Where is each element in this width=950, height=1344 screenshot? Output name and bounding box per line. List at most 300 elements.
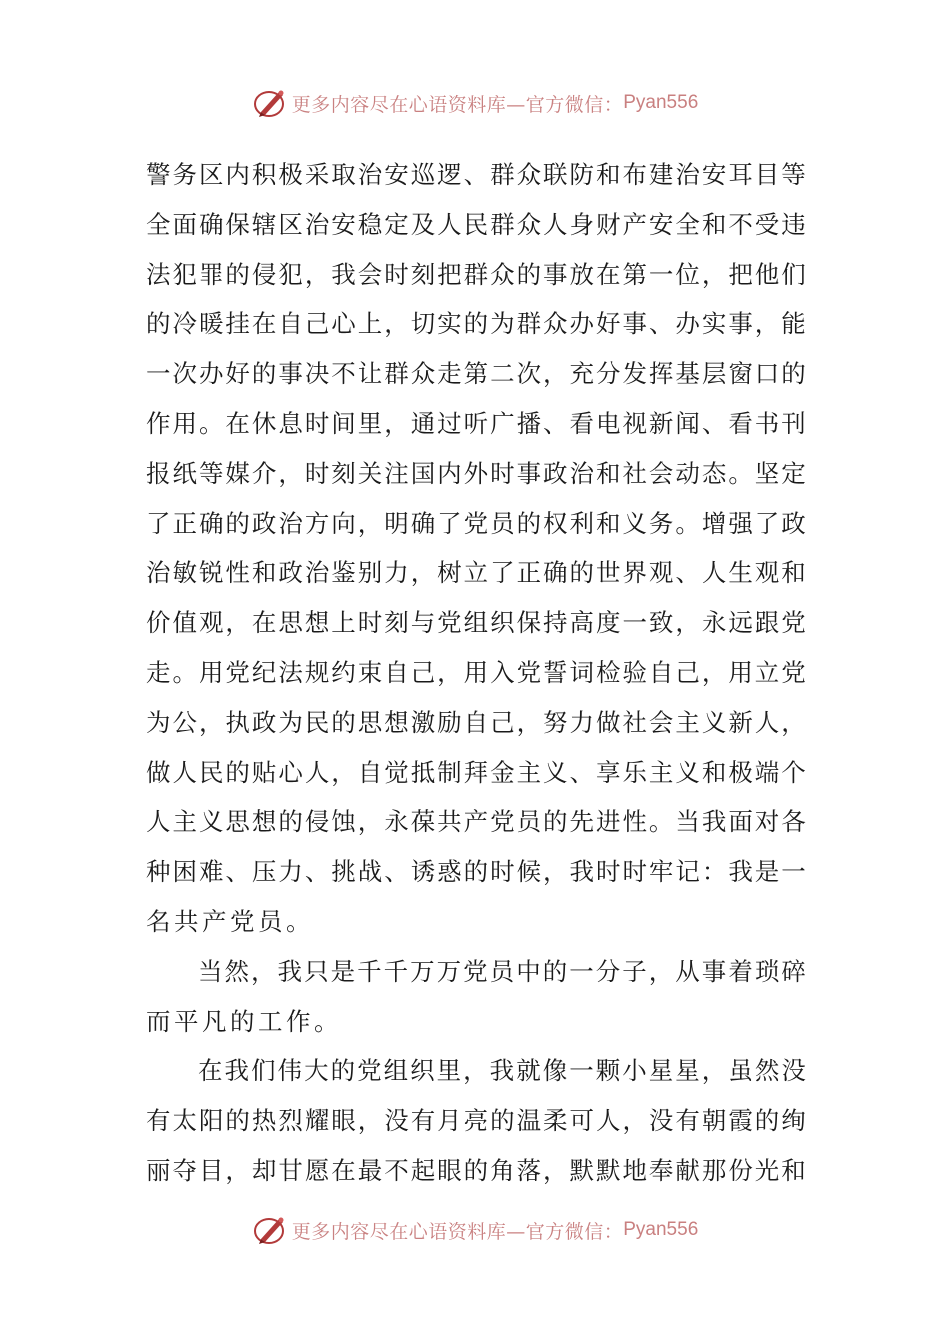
glyph: 人 (701, 558, 727, 588)
glyph: 献 (675, 1155, 700, 1185)
glyph: 增 (701, 508, 727, 538)
glyph: 布 (622, 160, 647, 189)
glyph: 诱 (410, 857, 436, 887)
glyph: 第 (463, 359, 489, 389)
glyph: 起 (410, 1155, 436, 1185)
glyph: 只 (304, 956, 329, 986)
glyph: ， (304, 259, 330, 289)
glyph: 、 (648, 309, 674, 339)
glyph: 组 (383, 1056, 409, 1086)
glyph: 性 (225, 558, 250, 588)
glyph: 词 (569, 657, 594, 687)
glyph: 看 (728, 408, 753, 438)
glyph: 纪 (251, 657, 277, 687)
glyph: 的 (490, 1106, 515, 1136)
glyph: 安 (648, 209, 674, 239)
glyph: 难 (198, 857, 224, 887)
glyph: 奉 (648, 1155, 674, 1185)
glyph: 目 (198, 1155, 224, 1185)
glyph: 媒 (225, 458, 250, 488)
glyph: 励 (437, 707, 462, 737)
glyph: ， (384, 309, 409, 339)
glyph: 落 (516, 1155, 542, 1185)
glyph: 做 (595, 707, 621, 737)
glyph: 自 (357, 757, 383, 787)
glyph: 没 (781, 1056, 806, 1086)
glyph: 和 (701, 209, 727, 239)
glyph: 走 (437, 359, 462, 389)
glyph: 采 (304, 160, 330, 189)
glyph: 热 (251, 1106, 277, 1136)
glyph: 光 (754, 1155, 780, 1185)
glyph: 暖 (198, 309, 224, 339)
glyph: 态 (701, 458, 727, 488)
glyph: 众 (516, 160, 542, 189)
glyph: 种 (146, 857, 171, 887)
glyph: 树 (437, 558, 462, 588)
glyph: 最 (357, 1155, 383, 1185)
glyph: 实 (437, 309, 462, 339)
text-line: 名共产党员。 (146, 906, 314, 936)
glyph: 的 (754, 1106, 780, 1136)
glyph: 新 (728, 707, 753, 737)
glyph: 制 (437, 757, 462, 787)
glyph: 束 (357, 657, 383, 687)
glyph: 有 (146, 1106, 171, 1136)
text-line (146, 250, 806, 300)
glyph: 阳 (198, 1106, 224, 1136)
glyph: 时 (490, 857, 515, 887)
glyph: 验 (622, 657, 647, 687)
glyph: 蚀 (331, 807, 356, 837)
glyph: 员 (516, 807, 542, 837)
glyph: 好 (595, 309, 621, 339)
glyph: 、 (384, 857, 409, 887)
glyph: 立 (754, 657, 780, 687)
glyph: 小 (622, 1056, 647, 1086)
glyph: 默 (595, 1155, 621, 1185)
glyph: 群 (384, 359, 409, 389)
glyph: 上 (331, 608, 356, 638)
glyph: ， (384, 408, 409, 438)
glyph: 犯 (278, 259, 303, 289)
glyph: 众 (516, 209, 542, 239)
glyph: 注 (384, 458, 409, 488)
glyph: ， (251, 956, 276, 986)
glyph: 各 (781, 807, 806, 837)
glyph: 刊 (781, 408, 806, 438)
glyph: 治 (146, 558, 171, 588)
glyph: 里 (436, 1056, 462, 1086)
glyph: 办 (675, 309, 700, 339)
text-line: 而平凡的工作。 (146, 1006, 342, 1036)
glyph: 外 (463, 458, 489, 488)
glyph: 明 (384, 508, 409, 538)
glyph: 等 (781, 160, 806, 189)
glyph: 和 (781, 558, 806, 588)
glyph: 乐 (622, 757, 647, 787)
glyph: 正 (172, 508, 197, 538)
glyph: 享 (595, 757, 621, 787)
glyph: 人 (304, 757, 330, 787)
glyph: 党 (463, 508, 489, 538)
glyph: 联 (543, 160, 568, 189)
glyph: 党 (225, 657, 250, 687)
glyph: 确 (410, 508, 436, 538)
glyph: 烈 (278, 1106, 303, 1136)
glyph: 惑 (437, 857, 462, 887)
glyph: 、 (543, 408, 568, 438)
glyph: 挑 (331, 857, 356, 887)
glyph: ， (543, 1155, 568, 1185)
glyph: 主 (675, 707, 700, 737)
glyph: 面 (728, 807, 753, 837)
glyph: 义 (675, 757, 700, 787)
glyph: 警 (146, 160, 171, 189)
glyph: 政 (251, 707, 277, 737)
glyph: 一 (569, 956, 594, 986)
glyph: 千 (383, 956, 409, 986)
glyph: 一 (781, 857, 806, 887)
glyph: 检 (595, 657, 621, 687)
text-line (146, 797, 806, 847)
glyph: 党 (781, 608, 806, 638)
glyph: 月 (437, 1106, 462, 1136)
glyph: 事 (516, 458, 542, 488)
glyph: 和 (595, 160, 621, 189)
glyph: 里 (357, 408, 383, 438)
text-line (146, 399, 806, 449)
glyph: 贴 (251, 757, 277, 787)
glyph: 社 (622, 458, 647, 488)
glyph: 冷 (172, 309, 197, 339)
glyph: 个 (781, 757, 806, 787)
glyph: 在 (595, 259, 621, 289)
glyph: ， (675, 608, 700, 638)
glyph: 政 (543, 458, 568, 488)
footer-banner-text: 更多内容尽在心语资料库—官方微信： (291, 1220, 624, 1243)
glyph: 播 (516, 408, 542, 438)
glyph: 观 (648, 558, 674, 588)
glyph: 伟 (277, 1056, 303, 1086)
glyph: 义 (543, 757, 568, 787)
glyph: 建 (648, 160, 674, 189)
glyph: 的 (463, 309, 489, 339)
glyph: 子 (622, 956, 647, 986)
glyph: 牢 (648, 857, 674, 887)
glyph: ， (357, 508, 383, 538)
glyph: 夺 (172, 1155, 197, 1185)
footer-banner (0, 1210, 950, 1250)
glyph: 的 (463, 857, 489, 887)
glyph: 侵 (304, 807, 330, 837)
glyph: 党 (781, 657, 806, 687)
glyph: 为 (490, 309, 515, 339)
glyph: 时 (357, 608, 383, 638)
glyph: 一 (622, 608, 647, 638)
glyph: ， (781, 707, 806, 737)
glyph: 党 (357, 1056, 382, 1086)
glyph: 们 (251, 1056, 276, 1086)
glyph: 那 (701, 1155, 727, 1185)
glyph: 是 (330, 956, 356, 986)
glyph: 耀 (304, 1106, 330, 1136)
glyph: 觉 (384, 757, 409, 787)
glyph: 党 (463, 956, 488, 986)
glyph: 激 (410, 707, 436, 737)
glyph: 上 (357, 309, 383, 339)
glyph: 己 (304, 309, 330, 339)
glyph: 主 (648, 757, 674, 787)
glyph: 亮 (463, 1106, 489, 1136)
glyph: 义 (622, 508, 647, 538)
glyph: 困 (172, 857, 197, 887)
glyph: 我 (701, 807, 727, 837)
glyph: 为 (278, 707, 303, 737)
glyph: 着 (728, 956, 753, 986)
glyph: 然 (224, 956, 250, 986)
glyph: 受 (754, 209, 780, 239)
glyph: 的 (225, 1106, 250, 1136)
glyph: 努 (543, 707, 568, 737)
glyph: 时 (490, 458, 515, 488)
glyph: 看 (569, 408, 594, 438)
glyph: 不 (728, 209, 753, 239)
glyph: 治 (304, 209, 330, 239)
glyph: 端 (754, 757, 780, 787)
glyph: 极 (278, 160, 303, 189)
glyph: 办 (198, 359, 224, 389)
document-body (146, 150, 806, 1196)
glyph: 犯 (172, 259, 197, 289)
glyph: 走 (146, 657, 171, 687)
glyph: 能 (781, 309, 806, 339)
glyph: 治 (357, 160, 383, 189)
glyph: 、 (304, 857, 330, 887)
glyph: 思 (225, 807, 250, 837)
glyph: 间 (331, 408, 356, 438)
glyph: 和 (701, 757, 727, 787)
glyph: ， (463, 1056, 488, 1086)
glyph: 事 (701, 956, 727, 986)
text-line (146, 499, 806, 549)
glyph: 高 (569, 608, 594, 638)
glyph: 在 (251, 608, 277, 638)
glyph: 时 (595, 857, 621, 887)
glyph: 党 (516, 657, 542, 687)
glyph: 然 (754, 1056, 780, 1086)
glyph: 我 (489, 1056, 515, 1086)
glyph: 内 (437, 458, 462, 488)
glyph: 在 (225, 408, 250, 438)
glyph: 生 (728, 558, 753, 588)
glyph: 群 (516, 309, 542, 339)
glyph: 稳 (357, 209, 383, 239)
glyph: 时 (622, 857, 647, 887)
glyph: 法 (278, 657, 303, 687)
glyph: 新 (648, 408, 674, 438)
glyph: 却 (251, 1155, 277, 1185)
glyph: 的 (330, 1056, 356, 1086)
glyph: 权 (543, 508, 568, 538)
glyph: 共 (437, 807, 462, 837)
glyph: 不 (331, 359, 356, 389)
glyph: 致 (648, 608, 674, 638)
glyph: 不 (384, 1155, 409, 1185)
glyph: 。 (675, 508, 700, 538)
glyph: 的 (516, 259, 542, 289)
glyph: ， (225, 1155, 250, 1185)
glyph: 和 (781, 1155, 806, 1185)
glyph: 全 (146, 209, 171, 239)
glyph: 财 (595, 209, 621, 239)
glyph: 方 (304, 508, 330, 538)
glyph: 战 (357, 857, 383, 887)
glyph: 的 (331, 707, 356, 737)
glyph: 治 (675, 160, 700, 189)
glyph: 记 (675, 857, 700, 887)
glyph: 绚 (781, 1106, 806, 1136)
glyph: 坚 (754, 458, 780, 488)
glyph: 用 (463, 657, 489, 687)
text-line (146, 847, 806, 897)
glyph: 人 (437, 209, 462, 239)
glyph: 丽 (146, 1155, 171, 1185)
glyph: 时 (304, 458, 330, 488)
glyph: 层 (701, 359, 727, 389)
glyph: 自 (384, 657, 409, 687)
glyph: 法 (146, 259, 171, 289)
glyph: ， (331, 757, 356, 787)
glyph: 人 (595, 1106, 621, 1136)
glyph: 心 (278, 757, 303, 787)
glyph: 默 (569, 1155, 594, 1185)
glyph: 办 (569, 309, 594, 339)
glyph: ， (701, 1056, 727, 1086)
glyph: 产 (463, 807, 489, 837)
glyph: 会 (357, 259, 383, 289)
glyph: ， (278, 458, 303, 488)
glyph: 次 (516, 359, 542, 389)
header-banner-text: 更多内容尽在心语资料库—官方微信： (291, 93, 624, 116)
glyph: 身 (569, 209, 594, 239)
glyph: 有 (410, 1106, 436, 1136)
glyph: 把 (728, 259, 753, 289)
glyph: 义 (701, 707, 727, 737)
glyph: 的 (278, 807, 303, 837)
glyph: 的 (516, 508, 542, 538)
text-line (146, 598, 806, 648)
glyph: 一 (146, 359, 171, 389)
glyph: 公 (172, 707, 197, 737)
glyph: 过 (437, 408, 462, 438)
glyph: 正 (516, 558, 542, 588)
footer-banner-wechat-id: Pyan556 (623, 1219, 699, 1240)
glyph: 观 (198, 608, 224, 638)
glyph: 眼 (437, 1155, 462, 1185)
glyph: 的 (781, 359, 806, 389)
glyph: 党 (437, 608, 462, 638)
glyph: 窗 (728, 359, 753, 389)
glyph: 息 (278, 408, 303, 438)
glyph: 、 (569, 757, 594, 787)
glyph: 他 (754, 259, 780, 289)
glyph: 安 (384, 160, 409, 189)
glyph: 事 (728, 309, 753, 339)
glyph: 用 (198, 657, 224, 687)
text-line (146, 748, 806, 798)
glyph: 面 (172, 209, 197, 239)
glyph: 确 (543, 558, 568, 588)
glyph: 好 (225, 359, 250, 389)
glyph: 组 (463, 608, 489, 638)
glyph: 纸 (172, 458, 197, 488)
glyph: 二 (490, 359, 515, 389)
glyph: 价 (146, 608, 171, 638)
glyph: 我 (728, 857, 753, 887)
glyph: 员 (489, 956, 515, 986)
glyph: 万 (410, 956, 435, 986)
glyph: 是 (754, 857, 780, 887)
glyph: 。 (172, 657, 197, 687)
glyph: 执 (225, 707, 250, 737)
glyph: 甘 (278, 1155, 303, 1185)
glyph: 敏 (172, 558, 197, 588)
glyph: 约 (331, 657, 356, 687)
glyph: 当 (675, 807, 700, 837)
glyph: 和 (595, 508, 621, 538)
header-banner (0, 83, 950, 123)
glyph: 保 (225, 209, 250, 239)
glyph: 内 (225, 160, 250, 189)
glyph: 有 (675, 1106, 700, 1136)
glyph: 发 (622, 359, 647, 389)
glyph: 先 (569, 807, 594, 837)
glyph: 罪 (198, 259, 224, 289)
glyph: 挥 (648, 359, 674, 389)
glyph: 事 (622, 309, 647, 339)
glyph: 我 (331, 259, 356, 289)
glyph: ， (754, 309, 780, 339)
glyph: ， (516, 707, 542, 737)
glyph: 就 (516, 1056, 541, 1086)
glyph: 时 (304, 408, 330, 438)
glyph: 柔 (543, 1106, 568, 1136)
glyph: 政 (251, 508, 277, 538)
glyph: 主 (172, 807, 197, 837)
glyph: 书 (754, 408, 780, 438)
glyph: 民 (463, 209, 489, 239)
glyph: 人 (146, 807, 171, 837)
glyph: ， (198, 707, 224, 737)
glyph: 鉴 (331, 558, 356, 588)
glyph: 拜 (463, 757, 489, 787)
glyph: 的 (543, 807, 568, 837)
glyph: 群 (490, 209, 515, 239)
glyph: 没 (648, 1106, 674, 1136)
glyph: 值 (172, 608, 197, 638)
glyph: 度 (595, 608, 621, 638)
glyph: 的 (542, 956, 568, 986)
glyph: ， (437, 657, 462, 687)
glyph: 把 (437, 259, 462, 289)
glyph: 织 (410, 1056, 435, 1086)
glyph: 用 (728, 657, 753, 687)
glyph: 切 (410, 309, 436, 339)
glyph: 金 (490, 757, 515, 787)
glyph: 力 (569, 707, 594, 737)
glyph: ， (543, 359, 568, 389)
